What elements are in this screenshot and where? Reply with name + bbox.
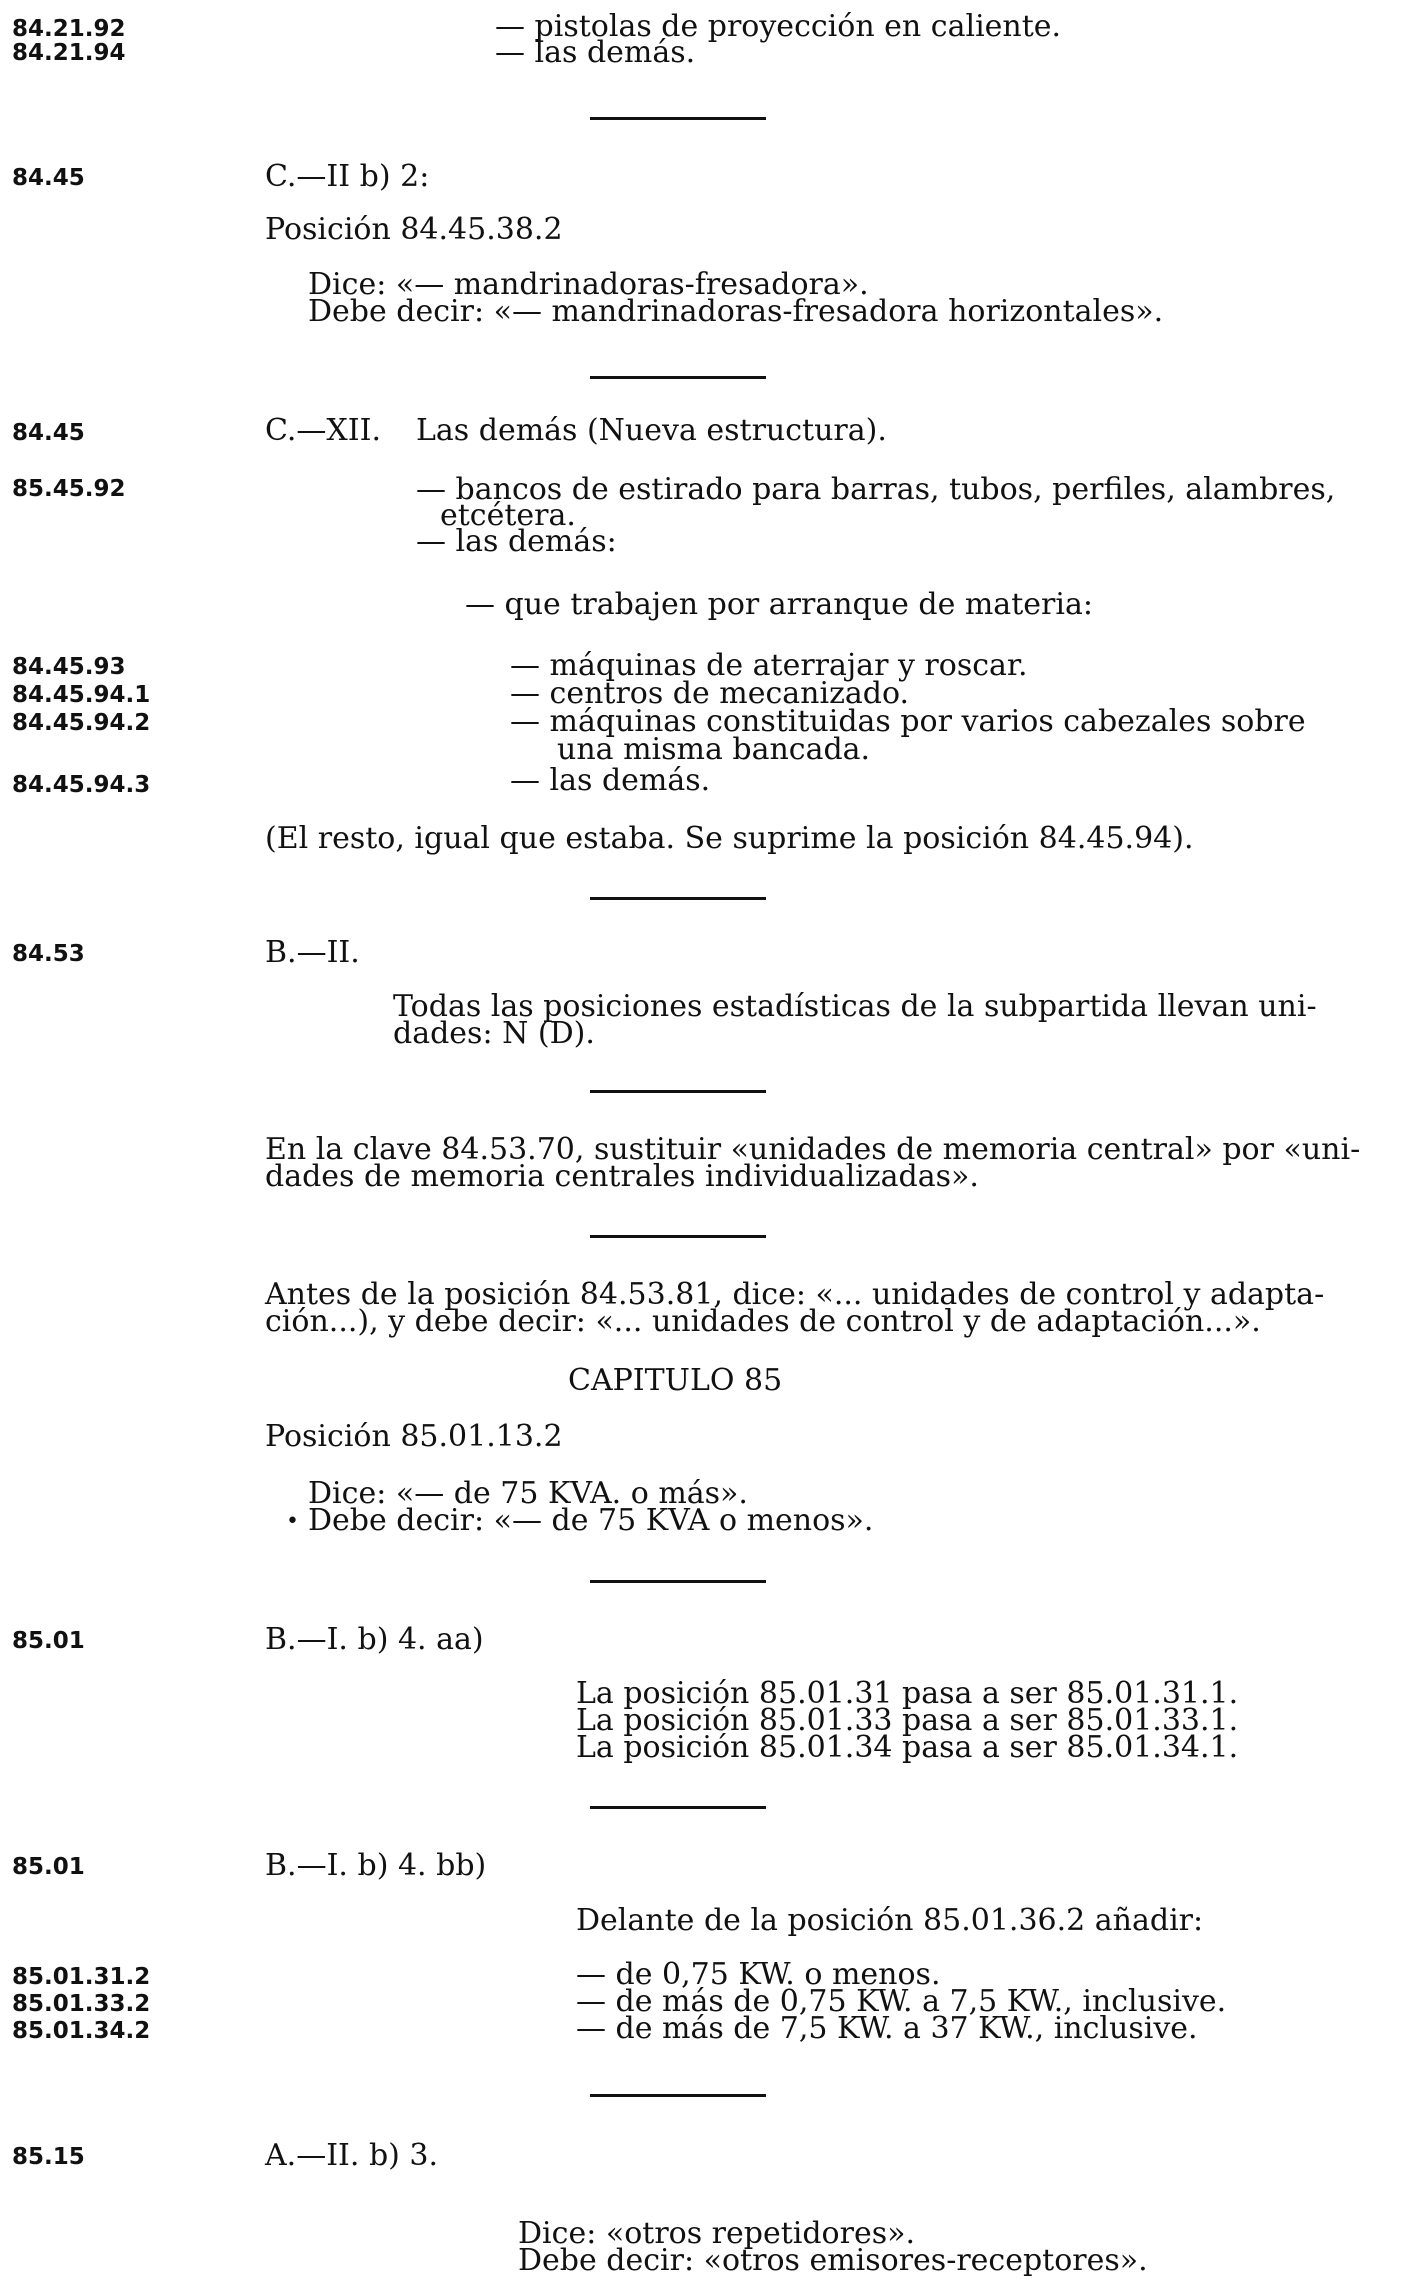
line-pistolas: — pistolas de proyección en caliente. xyxy=(495,9,1062,44)
dice-line: Dice: «otros repetidores». xyxy=(518,2216,916,2251)
item-text: — las demás. xyxy=(510,763,711,798)
code-84-21-92: 84.21.92 xyxy=(12,16,126,42)
note-line: (El resto, igual que estaba. Se suprime la posición 84.45.94). xyxy=(265,821,1194,856)
separator-rule xyxy=(590,1235,766,1238)
item-text: — de más de 0,75 KW. a 7,5 KW., inclusive. xyxy=(576,1984,1227,2019)
position-label: Posición 84.45.38.2 xyxy=(265,212,563,247)
item-text: — centros de mecanizado. xyxy=(510,676,910,711)
paragraph-line: dades: N (D). xyxy=(393,1016,595,1051)
item-text: — máquinas constituidas por varios cabezales sobre xyxy=(510,704,1306,739)
code-84-45: 84.45 xyxy=(12,165,85,191)
item-text-continued: una misma bancada. xyxy=(557,732,871,767)
item-text: — de 0,75 KW. o menos. xyxy=(576,1957,941,1992)
separator-rule xyxy=(590,897,766,900)
section-heading: A.—II. b) 3. xyxy=(265,2138,439,2173)
code-item: 85.01.33.2 xyxy=(12,1991,151,2017)
code-85-01: 85.01 xyxy=(12,1628,85,1654)
separator-rule xyxy=(590,1580,766,1583)
code-85-15: 85.15 xyxy=(12,2144,85,2170)
separator-rule xyxy=(590,1090,766,1093)
code-item: 85.01.34.2 xyxy=(12,2018,151,2044)
line-las-demas: — las demás. xyxy=(495,35,696,70)
code-item: 84.45.94.1 xyxy=(12,682,151,708)
item-text: — máquinas de aterrajar y roscar. xyxy=(510,648,1028,683)
section-heading: C.—XII. xyxy=(265,413,382,448)
code-84-21-94: 84.21.94 xyxy=(12,40,126,66)
line-las-demas: — las demás: xyxy=(416,524,617,559)
line-etcetera: etcétera. xyxy=(440,498,576,533)
section-heading: B.—I. b) 4. aa) xyxy=(265,1622,484,1657)
separator-rule xyxy=(590,1806,766,1809)
line-arranque: — que trabajen por arranque de materia: xyxy=(465,587,1093,622)
bullet-mark: • xyxy=(286,1509,299,1534)
renumber-line: La posición 85.01.34 pasa a ser 85.01.34.1. xyxy=(576,1730,1239,1765)
code-item: 85.01.31.2 xyxy=(12,1964,151,1990)
separator-rule xyxy=(590,117,766,120)
position-label: Posición 85.01.13.2 xyxy=(265,1419,563,1454)
paragraph-line: Antes de la posición 84.53.81, dice: «... unidades de control y adapta- xyxy=(265,1277,1325,1312)
separator-rule xyxy=(590,376,766,379)
dice-line: Dice: «— mandrinadoras-fresadora». xyxy=(308,267,869,302)
code-item: 84.45.94.2 xyxy=(12,710,151,736)
code-84-53: 84.53 xyxy=(12,941,85,967)
chapter-title: CAPITULO 85 xyxy=(568,1363,783,1398)
code-85-45-92: 85.45.92 xyxy=(12,476,126,502)
code-item: 84.45.93 xyxy=(12,654,126,680)
section-heading: B.—I. b) 4. bb) xyxy=(265,1848,487,1883)
dice-line: Dice: «— de 75 KVA. o más». xyxy=(308,1476,748,1511)
debe-decir-line: Debe decir: «— mandrinadoras-fresadora horizontales». xyxy=(308,294,1164,329)
renumber-line: La posición 85.01.31 pasa a ser 85.01.31.1. xyxy=(576,1676,1239,1711)
paragraph-line: Todas las posiciones estadísticas de la subpartida llevan uni- xyxy=(393,989,1317,1024)
code-85-01: 85.01 xyxy=(12,1854,85,1880)
debe-decir-line: Debe decir: «otros emisores-receptores». xyxy=(518,2243,1148,2278)
code-84-45: 84.45 xyxy=(12,420,85,446)
section-heading: C.—II b) 2: xyxy=(265,159,430,194)
line-bancos: — bancos de estirado para barras, tubos, perfiles, alambres, xyxy=(416,472,1336,507)
section-title: Las demás (Nueva estructura). xyxy=(416,413,887,448)
item-text: — de más de 7,5 KW. a 37 KW., inclusive. xyxy=(576,2011,1198,2046)
paragraph-line: dades de memoria centrales individualizadas». xyxy=(265,1159,979,1194)
debe-decir-line: Debe decir: «— de 75 KVA o menos». xyxy=(308,1503,874,1538)
paragraph-line: En la clave 84.53.70, sustituir «unidades de memoria central» por «uni- xyxy=(265,1132,1361,1167)
intro-line: Delante de la posición 85.01.36.2 añadir: xyxy=(576,1903,1204,1938)
section-heading: B.—II. xyxy=(265,935,360,970)
renumber-line: La posición 85.01.33 pasa a ser 85.01.33.1. xyxy=(576,1703,1239,1738)
code-item: 84.45.94.3 xyxy=(12,772,151,798)
paragraph-line: ción...), y debe decir: «... unidades de control y de adaptación...». xyxy=(265,1304,1261,1339)
separator-rule xyxy=(590,2094,766,2097)
